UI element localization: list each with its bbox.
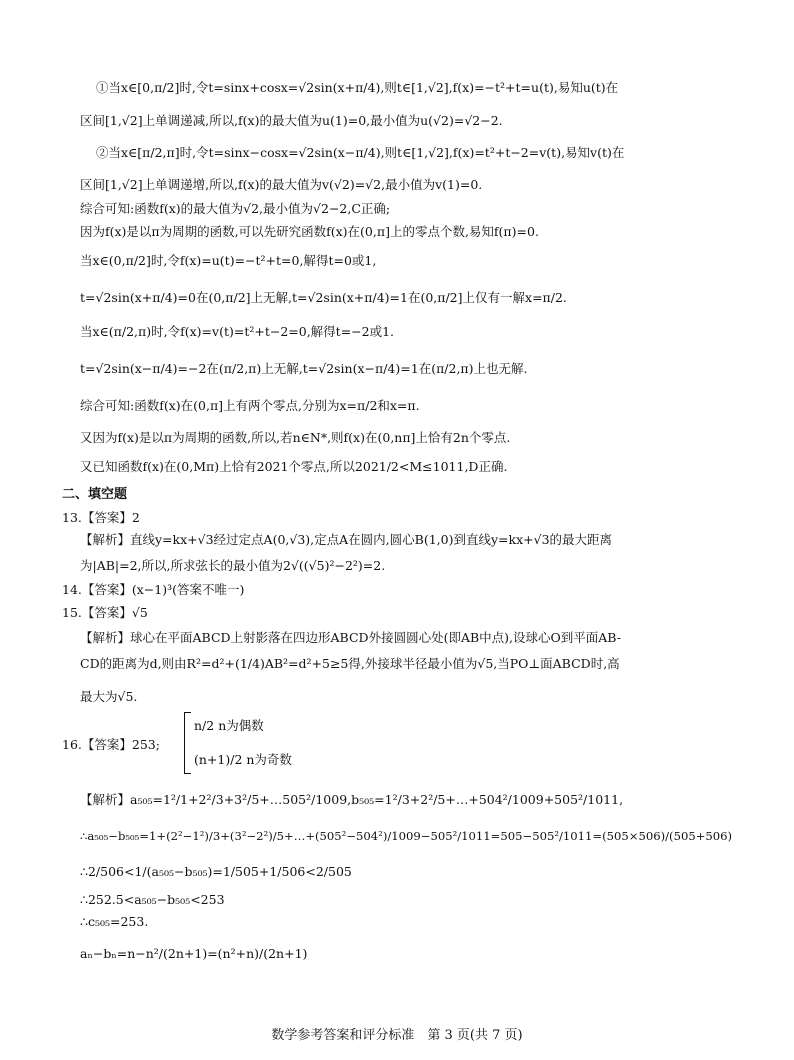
q15-analysis-2: CD的距离为d,则由R²=d²+(1/4)AB²=d²+5≥5得,外接球半径最小值为√5,当PO⊥面ABCD时,高 [80,656,620,671]
line-13: 又已知函数f(x)在(0,Mπ)上恰有2021个零点,所以2021/2<M≤1011,D正确. [80,459,508,474]
line-12: 又因为f(x)是以π为周期的函数,所以,若n∈N*,则f(x)在(0,nπ]上恰有2n个零点. [80,430,511,445]
q15-analysis-1: 【解析】球心在平面ABCD上射影落在四边形ABCD外接圆圆心处(即AB中点),设球心O到平面AB- [80,630,621,645]
line-10: t=√2sin(x−π/4)=−2在(π/2,π)上无解,t=√2sin(x−π/4)=1在(π/2,π)上也无解. [80,361,528,376]
line-8: t=√2sin(x+π/4)=0在(0,π/2]上无解,t=√2sin(x+π/4)=1在(0,π/2]上仅有一解x=π/2. [80,290,567,305]
line-7: 当x∈(0,π/2]时,令f(x)=u(t)=−t²+t=0,解得t=0或1, [80,253,377,268]
q16-piecewise-brace [184,712,191,774]
line-3: ②当x∈[π/2,π]时,令t=sinx−cosx=√2sin(x−π/4),则t∈[1,√2],f(x)=t²+t−2=v(t),易知v(t)在 [96,145,625,160]
q13-answer: 13.【答案】2 [62,510,140,525]
q16-analysis-1: 【解析】a₅₀₅=1²/1+2²/3+3²/5+…505²/1009,b₅₀₅=1²/3+2²/5+…+504²/1009+505²/1011, [80,792,624,807]
q14-answer: 14.【答案】(x−1)³(答案不唯一) [62,582,245,597]
q16-case-even: n/2 n为偶数 [194,718,264,733]
q13-analysis-1: 【解析】直线y=kx+√3经过定点A(0,√3),定点A在圆内,圆心B(1,0)到直线y=kx+√3的最大距离 [80,532,613,547]
line-4: 区间[1,√2]上单调递增,所以,f(x)的最大值为v(√2)=√2,最小值为v(1)=0. [80,177,483,192]
q16-answer: 16.【答案】253; [62,737,160,752]
q16-analysis-5: ∴c₅₀₅=253. [80,914,149,929]
line-2: 区间[1,√2]上单调递减,所以,f(x)的最大值为u(1)=0,最小值为u(√2)=√2−2. [80,113,503,128]
line-9: 当x∈(π/2,π)时,令f(x)=v(t)=t²+t−2=0,解得t=−2或1. [80,324,395,339]
q13-analysis-2: 为|AB|=2,所以,所求弦长的最小值为2√((√5)²−2²)=2. [80,558,386,573]
section-heading-fill-in: 二、填空题 [62,487,128,502]
q15-answer: 15.【答案】√5 [62,605,148,620]
line-11: 综合可知:函数f(x)在(0,π]上有两个零点,分别为x=π/2和x=π. [80,398,420,413]
q16-case-odd: (n+1)/2 n为奇数 [194,752,292,767]
line-5: 综合可知:函数f(x)的最大值为√2,最小值为√2−2,C正确; [80,201,391,216]
q15-analysis-3: 最大为√5. [80,689,138,704]
line-6: 因为f(x)是以π为周期的函数,可以先研究函数f(x)在(0,π]上的零点个数,易知f(π)=0. [80,224,539,239]
q16-analysis-3: ∴2/506<1/(a₅₀₅−b₅₀₅)=1/505+1/506<2/505 [80,864,352,879]
q16-analysis-2: ∴a₅₀₅−b₅₀₅=1+(2²−1²)/3+(3²−2²)/5+…+(505²−504²)/1009−505²/1011=505−505²/1011=(505×506)/(505+506) [80,829,733,843]
page-footer: 数学参考答案和评分标准 第 3 页(共 7 页) [271,1028,523,1043]
q16-analysis-6: aₙ−bₙ=n−n²/(2n+1)=(n²+n)/(2n+1) [80,946,308,961]
q16-analysis-4: ∴252.5<a₅₀₅−b₅₀₅<253 [80,892,225,907]
line-1: ①当x∈[0,π/2]时,令t=sinx+cosx=√2sin(x+π/4),则t∈[1,√2],f(x)=−t²+t=u(t),易知u(t)在 [96,80,619,95]
